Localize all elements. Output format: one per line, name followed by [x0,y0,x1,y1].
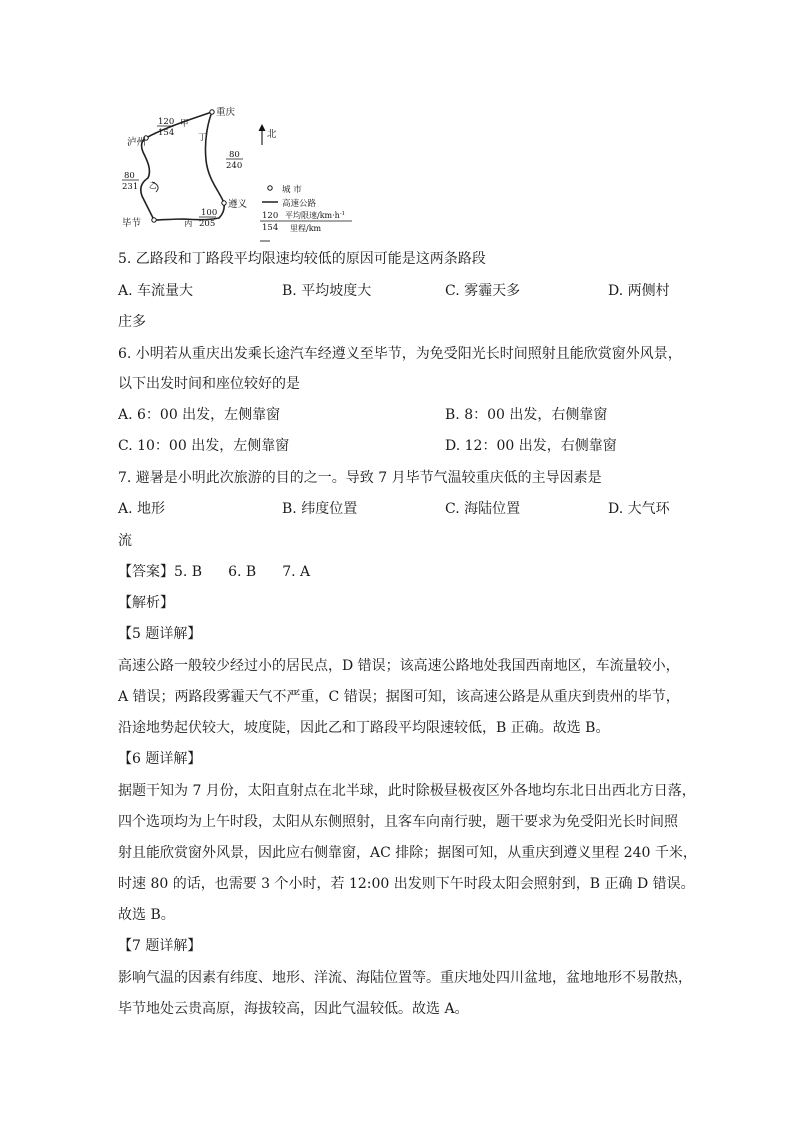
detail5-title: 【5 题详解】 [118,626,202,642]
q7-option-d-continued: 流 [118,533,132,549]
detail6-line-1: 据题干知为 7 月份，太阳直射点在北半球，此时除极昼极夜区外各地均东北日出西北方日落， [118,783,696,799]
legend-distance-label: 里程/km [290,224,322,233]
segment-bing-name: 丙 [184,219,193,229]
city-label-luzhou: 泸州 [127,137,147,148]
answer-7: 7. A [282,564,311,580]
q7-option-b: B. 纬度位置 [282,501,358,517]
segment-yi-speed: 80 [124,171,135,181]
q7-stem: 7. 避暑是小明此次旅游的目的之一。导致 7 月毕节气温较重庆低的主导因素是 [118,470,602,486]
answer-label: 【答案】 [118,564,174,580]
segment-yi-distance: 231 [122,182,139,192]
segment-ding-name: 丁 [198,133,207,143]
segment-ding-speed: 80 [229,150,240,160]
city-dot-bijie [152,218,156,222]
city-label-zunyi: 遵义 [228,199,248,210]
q5-option-a: A. 车流量大 [118,283,194,299]
detail6-line-5: 故选 B。 [118,907,175,923]
q7-option-d: D. 大气环 [608,501,670,517]
q5-option-b: B. 平均坡度大 [282,283,372,299]
segment-jia-distance: 154 [158,128,175,138]
analysis-label: 【解析】 [118,595,174,611]
city-dot-chongqing [210,110,214,114]
city-dot-zunyi [222,201,226,205]
legend-sample-top: 120 [262,211,279,221]
q5-stem: 5. 乙路段和丁路段平均限速均较低的原因可能是这两条路段 [118,251,486,267]
city-label-bijie: 毕节 [122,218,142,229]
detail5-line-2: A 错误；两路段雾霾天气不严重，C 错误；据图可知，该高速公路是从重庆到贵州的毕节， [118,689,680,705]
q6-stem-line-1: 6. 小明若从重庆出发乘长途汽车经遵义至毕节，为免受阳光长时间照射且能欣赏窗外风景， [118,346,682,362]
q5-option-d: D. 两侧村 [608,283,670,299]
q6-stem-line-2: 以下出发时间和座位较好的是 [118,376,300,392]
legend-city-icon [268,186,272,190]
legend-speed-label: 平均限速$/km\cdot h^{-1}$ [285,211,346,220]
segment-bing-distance: 205 [199,219,216,229]
segment-jia-speed: 120 [158,117,175,127]
q5-option-c: C. 雾霾天多 [445,283,521,299]
detail6-line-3: 射且能欣赏窗外风景，因此应右侧靠窗，AC 排除；据图可知，从重庆到遵义里程 240 千米， [118,845,697,861]
segment-yi-name: 乙 [149,181,157,190]
detail5-line-3: 沿途地势起伏较大，坡度陡，因此乙和丁路段平均限速较低，B 正确。故选 B。 [118,720,610,736]
answer-6: 6. B [228,564,257,580]
segment-bing-speed: 100 [201,208,218,218]
q6-option-d: D. 12：00 出发，右侧靠窗 [445,438,617,454]
legend-highway-label: 高速公路 [282,199,317,209]
detail6-title: 【6 题详解】 [118,751,202,767]
detail7-title: 【7 题详解】 [118,938,202,954]
segment-ding-distance: 240 [226,161,243,171]
legend-sample-bottom: 154 [262,223,279,233]
north-label: 北 [267,129,277,140]
answer-row [118,561,310,581]
detail6-line-4: 时速 80 的话，也需要 3 个小时，若 12:00 出发则下午时段太阳会照射到，B 正确 D 错误。 [118,876,695,892]
q6-option-c: C. 10：00 出发，左侧靠窗 [118,438,290,454]
q7-option-a: A. 地形 [118,501,166,517]
answer-5: 5. B [174,564,203,580]
detail7-line-1: 影响气温的因素有纬度、地形、洋流、海陆位置等。重庆地处四川盆地，盆地地形不易散热， [118,970,692,986]
city-label-chongqing: 重庆 [216,107,236,118]
q6-option-b: B. 8：00 出发，右侧靠窗 [445,407,608,423]
north-arrow-head-icon [259,124,266,131]
segment-jia-name: 甲 [180,119,189,129]
q6-option-a: A. 6：00 出发，左侧靠窗 [118,407,281,423]
detail6-line-2: 四个选项均为上午时段，太阳从东侧照射，且客车向南行驶，题干要求为免受阳光长时间照 [118,814,678,830]
highway-map [112,100,352,245]
q5-option-d-continued: 庄多 [118,314,146,330]
detail5-line-1: 高速公路一般较少经过小的居民点，D 错误；该高速公路地处我国西南地区，车流量较小， [118,658,680,674]
legend-city-label: 城 市 [282,185,302,195]
detail7-line-2: 毕节地处云贵高原，海拔较高，因此气温较低。故选 A。 [118,1001,469,1017]
q7-option-c: C. 海陆位置 [445,501,521,517]
